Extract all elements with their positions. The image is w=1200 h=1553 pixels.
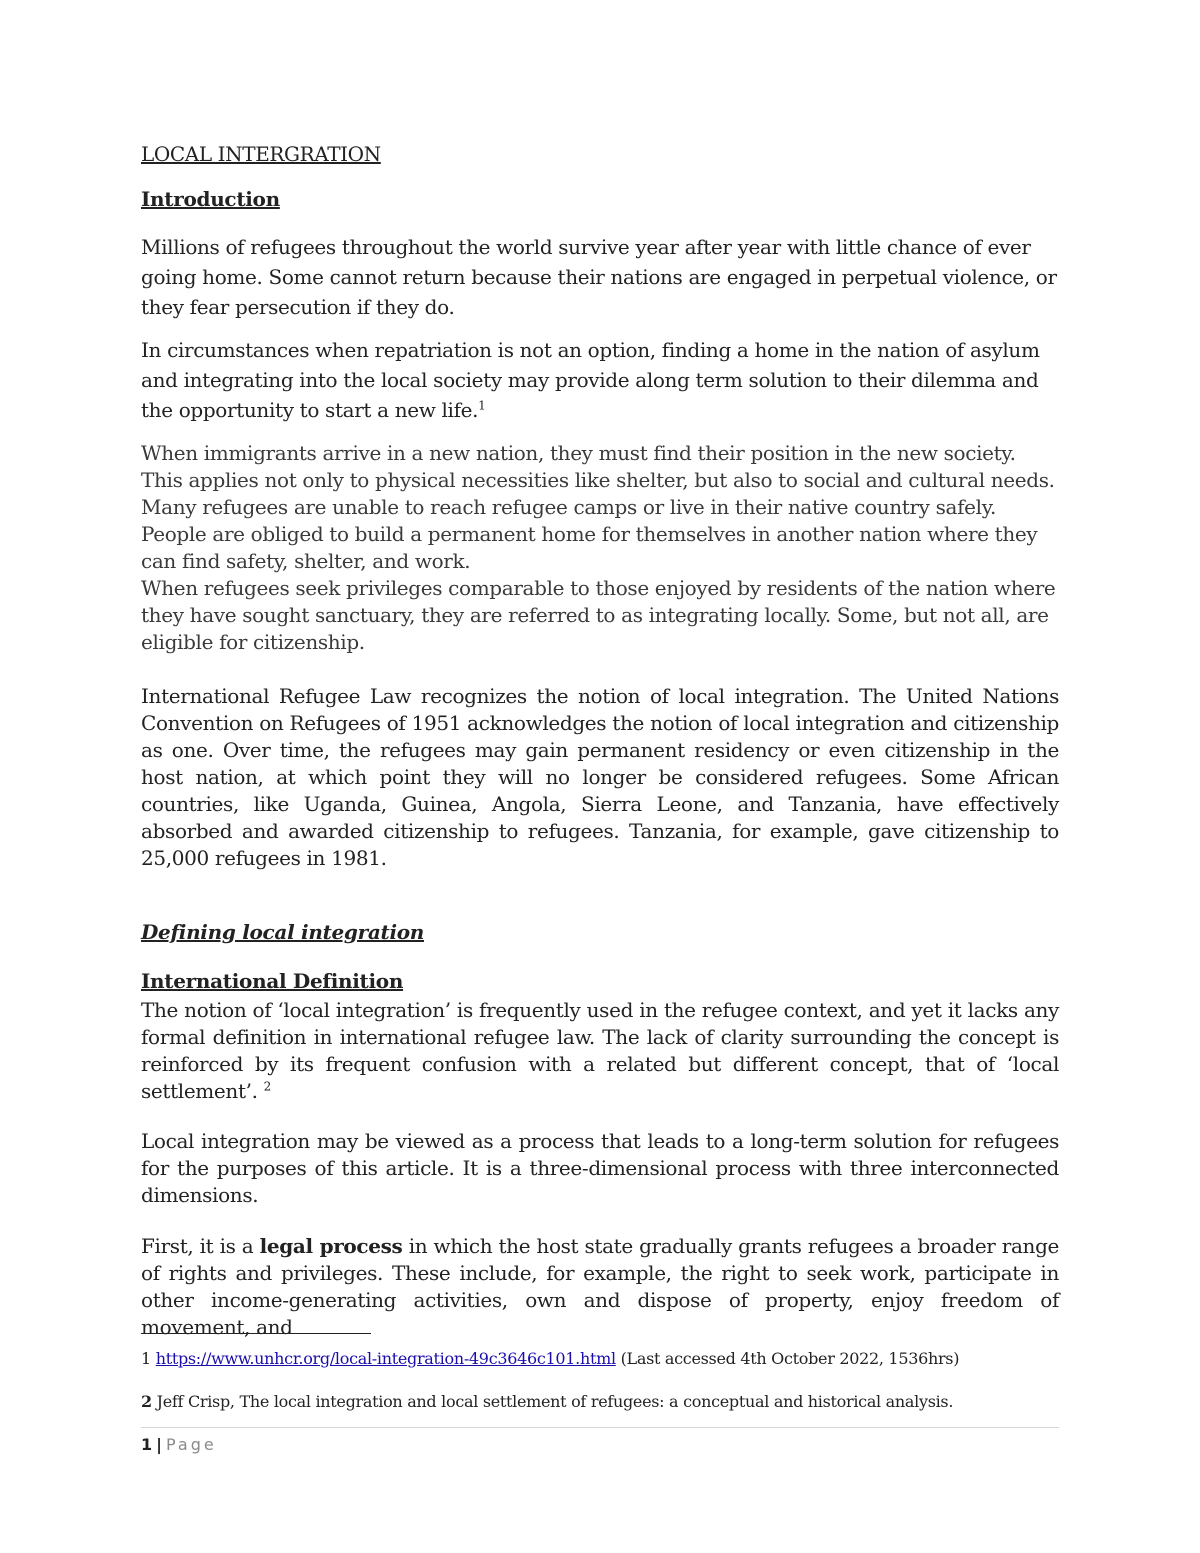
- page-number: 1: [141, 1435, 153, 1454]
- subsection-heading-international: International Definition: [141, 969, 404, 993]
- intro-paragraph-4: International Refugee Law recognizes the notion of local integration. The United Nations Convention on Refugees of 1951 acknowledges the notion of local integration and citizenship as one. Over time, the refugees may gain permanent residency or even citizenship in the host nation, at which point they will no longer be considered refugees. Some African countries, like Uganda, Guinea, Angola, Sierra Leone, and Tanzania, have effectively absorbed and awarded citizenship to refugees. Tanzania, for example, gave citizenship to 25,000 refugees in 1981.: [141, 684, 1059, 870]
- definition-paragraph-1: [141, 997, 1059, 1105]
- document-title: LOCAL INTERGRATION: [141, 142, 381, 166]
- intro-paragraph-3c: When refugees seek privileges comparable to those enjoyed by residents of the nation where they have sought sanctuary, they are referred to as integrating locally. Some, but not all, are eligible for citizenship.: [141, 576, 1056, 654]
- footnote-2-number: 2: [141, 1392, 152, 1411]
- footnote-1: [141, 1349, 1059, 1369]
- definition-paragraph-1-text: The notion of ‘local integration’ is frequently used in the refugee context, and yet it lacks any formal definition in international refugee law. The lack of clarity surrounding the concept is reinforced by its frequent confusion with a related but different concept, that of ‘local settlement’.: [141, 998, 1059, 1103]
- footnote-1-text: (Last accessed 4th October 2022, 1536hrs): [620, 1349, 960, 1368]
- definition-paragraph-2: Local integration may be viewed as a process that leads to a long-term solution for refugees for the purposes of this article. It is a three-dimensional process with three interconnected dimensions.: [141, 1129, 1059, 1207]
- section-heading-defining: Defining local integration: [141, 920, 425, 944]
- definition-paragraph-3-post: in which the host state gradually grants refugees a broader range of rights and privileges. These include, for example, the right to seek work, participate in other income-generating activities, own and dispose of property, enjoy freedom of movement, and: [141, 1234, 1060, 1339]
- definition-paragraph-3: [141, 1233, 1059, 1341]
- legal-process-term: legal process: [259, 1234, 403, 1258]
- page-footer: [141, 1435, 217, 1454]
- footnote-ref-2[interactable]: 2: [263, 1079, 271, 1094]
- footer-separator: |: [156, 1435, 162, 1454]
- intro-paragraph-1: Millions of refugees throughout the world survive year after year with little chance of ever going home. Some cannot return because their nations are engaged in perpetual violence, or they fear persecution if they do.: [141, 235, 1057, 319]
- footnote-2: [141, 1392, 1059, 1412]
- intro-paragraph-3a: When immigrants arrive in a new nation, they must find their position in the new society. This applies not only to physical necessities like shelter, but also to social and cultural needs.: [141, 441, 1055, 492]
- footnote-1-link[interactable]: https://www.unhcr.org/local-integration-49c3646c101.html: [155, 1349, 616, 1368]
- page-label: Page: [165, 1435, 217, 1454]
- document-page: [141, 0, 1059, 1553]
- intro-paragraph-2: [141, 335, 1059, 425]
- footnote-ref-1[interactable]: 1: [478, 398, 486, 413]
- footnote-1-number: 1: [141, 1349, 151, 1368]
- footnote-separator: [141, 1333, 371, 1334]
- definition-paragraph-3-pre: First, it is a: [141, 1234, 254, 1258]
- introduction-heading: Introduction: [141, 187, 280, 211]
- footer-divider: [141, 1427, 1059, 1428]
- intro-paragraph-3b: Many refugees are unable to reach refugee camps or live in their native country safely. People are obliged to build a permanent home for themselves in another nation where they can find safety, shelter, and work.: [141, 495, 1038, 573]
- intro-paragraph-2-text: In circumstances when repatriation is not an option, finding a home in the nation of asylum and integrating into the local society may provide along term solution to their dilemma and the opportunity to start a new life.: [141, 338, 1040, 422]
- footnote-2-text: Jeff Crisp, The local integration and local settlement of refugees: a conceptual and historical analysis.: [156, 1392, 954, 1411]
